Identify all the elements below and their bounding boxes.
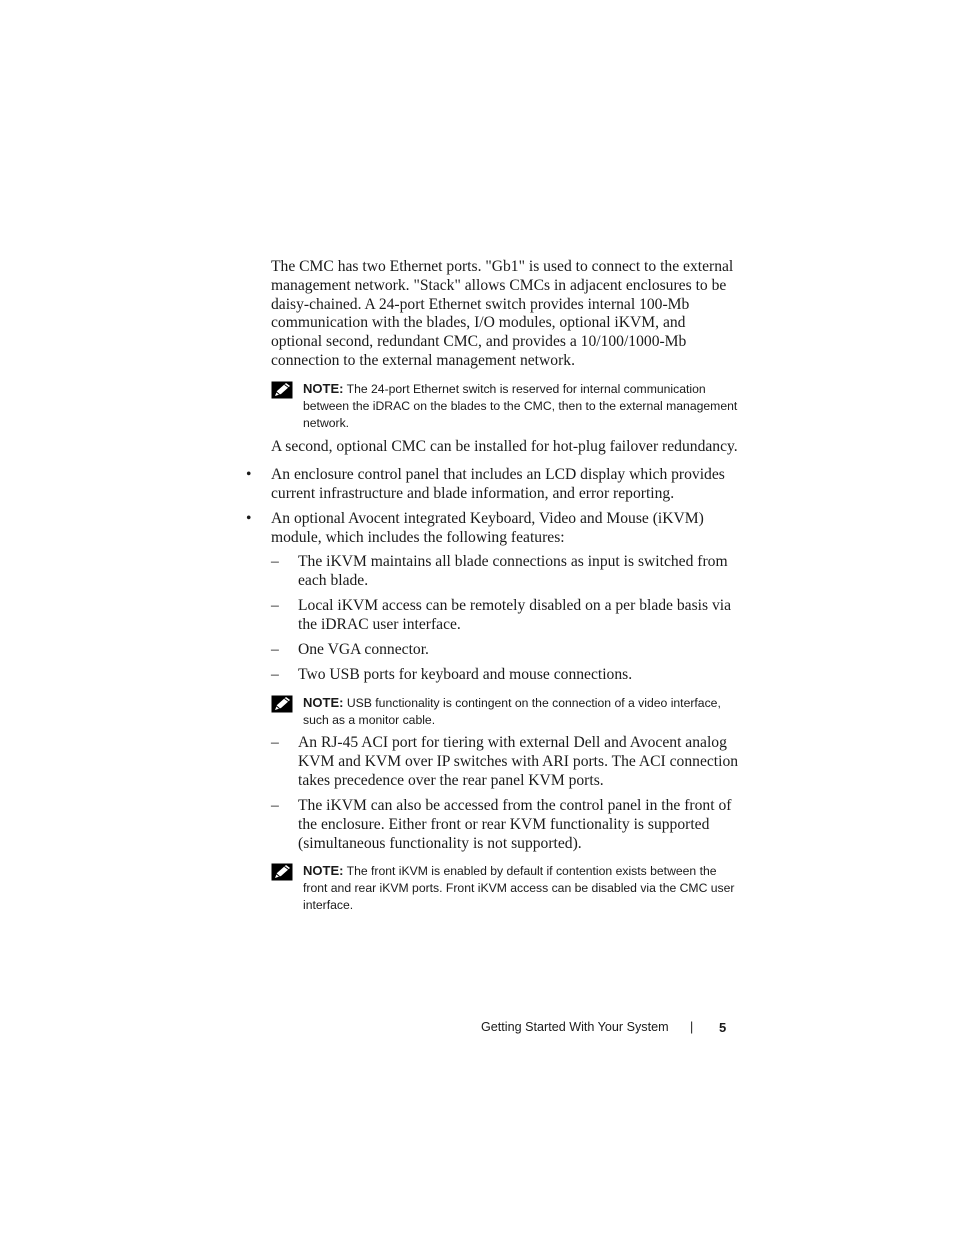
list-item — [271, 734, 741, 790]
list-item — [271, 666, 741, 685]
dash-mark: – — [271, 553, 279, 570]
pencil-note-icon — [271, 695, 293, 713]
feature-text: The iKVM can also be accessed from the control panel in the front of the enclosure. Either front or rear KVM functionality is supported (simultaneous functionality is not supported). — [298, 797, 732, 852]
bullet-mark: • — [246, 466, 252, 483]
paragraph-cmc-ethernet: The CMC has two Ethernet ports. "Gb1" is used to connect to the external management network. "Stack" allows CMCs in adjacent enclosures to be daisy-chained. A 24-port Ethernet switch provides internal 100-Mb communication with the blades, I/O modules, optional iKVM, and optional second, redundant CMC, and provides a 10/100/1000-Mb connection to the external management network. — [271, 258, 734, 369]
feature-text: An RJ-45 ACI port for tiering with external Dell and Avocent analog KVM and KVM over IP switches with ARI ports. The ACI connection takes precedence over the rear panel KVM ports. — [298, 734, 739, 789]
dash-mark: – — [271, 597, 279, 614]
feature-text: Local iKVM access can be remotely disabled on a per blade basis via the iDRAC user interface. — [298, 597, 732, 633]
note-label: NOTE: — [303, 381, 344, 396]
paragraph-optional-cmc: A second, optional CMC can be installed for hot-plug failover redundancy. — [271, 438, 738, 455]
dash-mark: – — [271, 797, 279, 814]
dash-mark: – — [271, 666, 279, 683]
feature-text: The iKVM maintains all blade connections as input is switched from each blade. — [298, 553, 728, 589]
page-number: 5 — [719, 1020, 727, 1035]
note-text: The 24-port Ethernet switch is reserved for internal communication between the iDRAC on the blades to the CMC, then to the external management network. — [303, 382, 738, 430]
footer-separator: | — [690, 1020, 694, 1034]
list-item — [246, 466, 740, 504]
bullet-mark: • — [246, 510, 252, 527]
bullet-text: An optional Avocent integrated Keyboard, Video and Mouse (iKVM) module, which includes the following features: — [271, 510, 704, 546]
note-label: NOTE: — [303, 695, 344, 710]
list-item — [271, 797, 741, 853]
bullet-text: An enclosure control panel that includes an LCD display which provides current infrastructure and blade information, and error reporting. — [271, 466, 725, 502]
note-text: The front iKVM is enabled by default if contention exists between the front and rear iKVM ports. Front iKVM access can be disabled via the CMC user interface. — [303, 864, 735, 912]
note-label: NOTE: — [303, 863, 344, 878]
dash-mark: – — [271, 734, 279, 751]
list-item — [271, 597, 741, 635]
dash-mark: – — [271, 641, 279, 658]
feature-text: Two USB ports for keyboard and mouse connections. — [298, 666, 633, 683]
list-item — [246, 510, 740, 548]
feature-text: One VGA connector. — [298, 641, 429, 658]
pencil-note-icon — [271, 381, 293, 399]
pencil-note-icon — [271, 863, 293, 881]
note-text: USB functionality is contingent on the connection of a video interface, such as a monitor cable. — [303, 696, 721, 727]
list-item — [271, 553, 741, 591]
list-item — [271, 641, 741, 660]
note-ethernet-switch — [271, 380, 739, 432]
note-front-ikvm — [271, 862, 739, 914]
footer-title: Getting Started With Your System — [481, 1020, 669, 1034]
note-usb — [271, 694, 739, 729]
